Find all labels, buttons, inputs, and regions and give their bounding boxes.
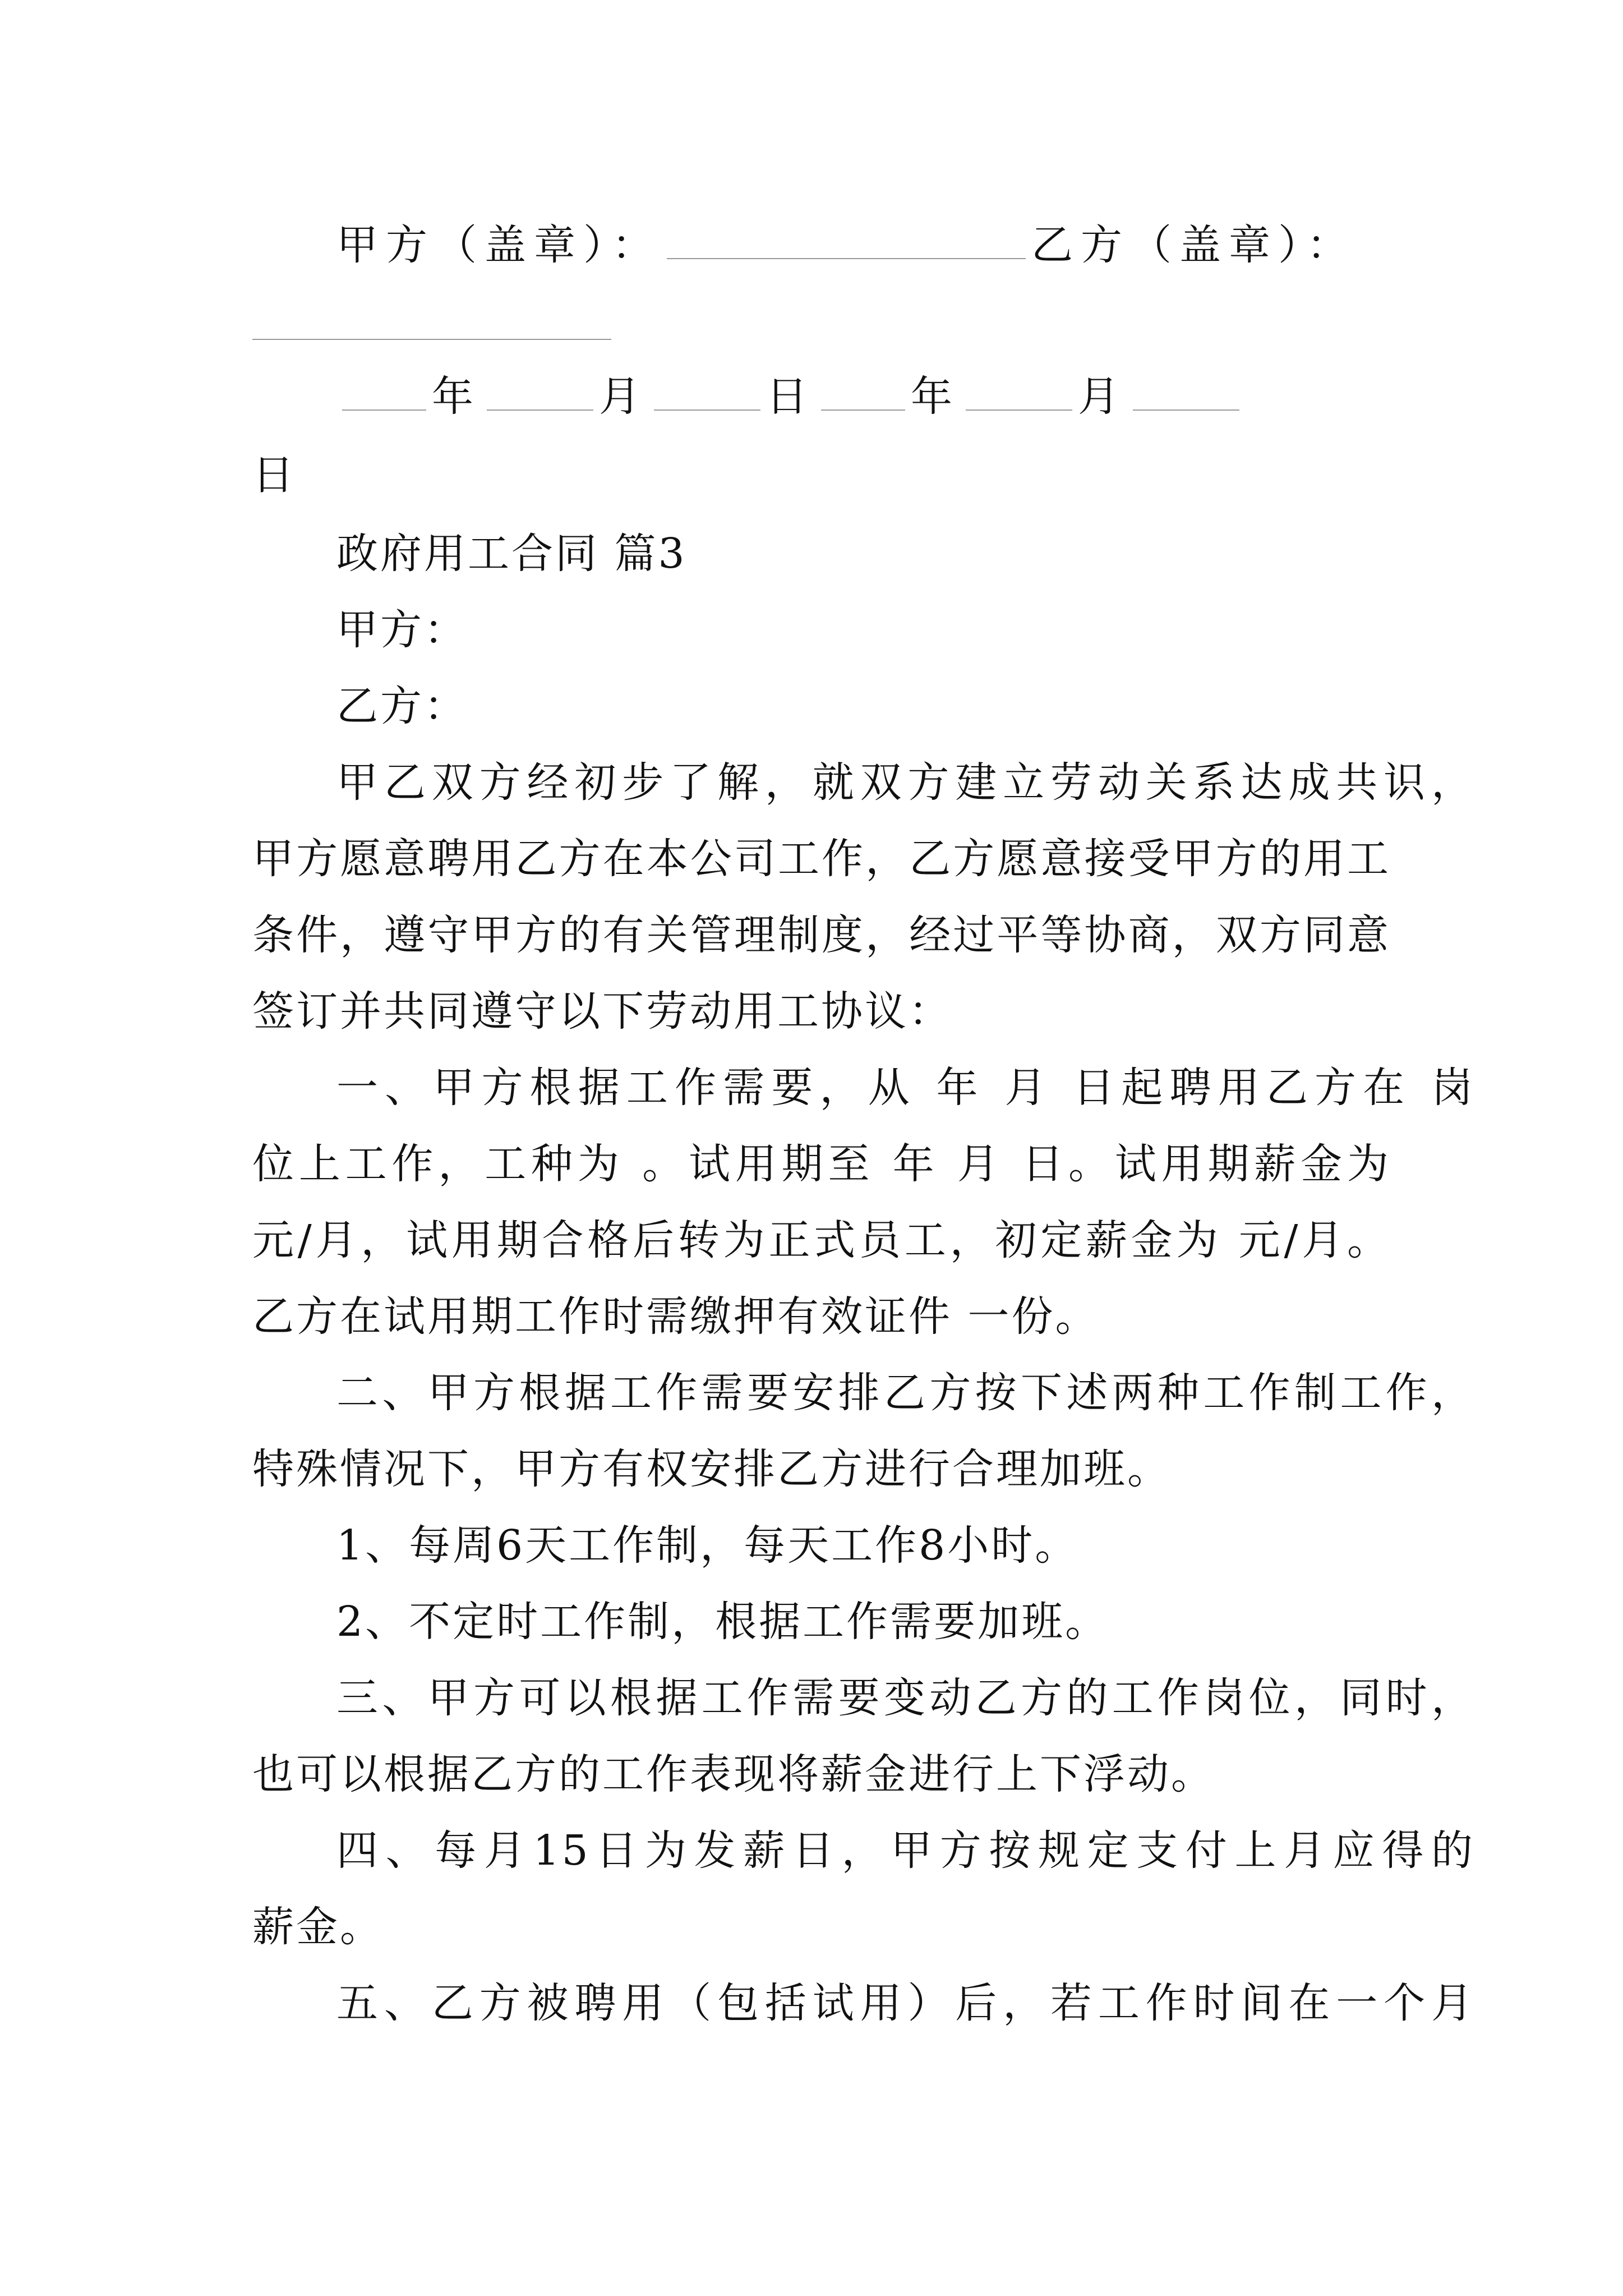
clause2-line-2: 特殊情况下，甲方有权安排乙方进行合理加班。 (252, 1445, 1171, 1493)
month-blank-b (966, 375, 1072, 411)
clause4-line-1: 四、每月15日为发薪日，甲方按规定支付上月应得的 (336, 1826, 1475, 1875)
month-blank-a (487, 375, 593, 411)
intro-line-2: 甲方愿意聘用乙方在本公司工作，乙方愿意接受甲方的用工 (252, 835, 1391, 883)
clause2-line-1: 二、甲方根据工作需要安排乙方按下述两种工作制工作， (336, 1369, 1475, 1417)
year-blank-b (821, 375, 905, 411)
month-label-b: 月 (1078, 372, 1127, 421)
clause1-line-4: 乙方在试用期工作时需缴押有效证件 一份。 (252, 1292, 1099, 1341)
day-label-a: 日 (766, 372, 815, 421)
year-label-a: 年 (432, 372, 481, 421)
clause5-line-1: 五、乙方被聘用（包括试用）后，若工作时间在一个月 (336, 1979, 1475, 2027)
month-label-a: 月 (599, 372, 648, 421)
clause1-line-2: 位上工作，工种为 。试用期至 年 月 日。试用期薪金为 (252, 1140, 1391, 1188)
signature-line (252, 220, 1391, 270)
day-blank-a (654, 375, 760, 411)
party-b-line: 乙方： (336, 682, 468, 730)
party-a-seal-label: 甲方（盖章）： (336, 221, 661, 269)
year-label-b: 年 (911, 372, 960, 421)
party-a-seal-blank (667, 223, 1026, 259)
intro-line-3: 条件，遵守甲方的有关管理制度，经过平等协商，双方同意 (252, 911, 1391, 959)
clause1-line-1: 一、甲方根据工作需要，从 年 月 日起聘用乙方在 岗 (336, 1064, 1475, 1112)
date-line-day-b: 日 (252, 451, 296, 499)
party-b-seal-blank (252, 339, 611, 340)
party-b-seal-label: 乙方（盖章）： (1031, 221, 1356, 269)
party-a-line: 甲方： (336, 606, 468, 654)
day-blank-b (1133, 375, 1239, 411)
item-2: 2、不定时工作制，根据工作需要加班。 (336, 1598, 1109, 1646)
intro-line-4: 签订并共同遵守以下劳动用工协议： (252, 987, 952, 1036)
clause3-line-1: 三、甲方可以根据工作需要变动乙方的工作岗位，同时， (336, 1674, 1475, 1722)
clause1-line-3: 元/月，试用期合格后转为正式员工，初定薪金为 元/月。 (252, 1216, 1391, 1264)
section-title: 政府用工合同 篇3 (336, 530, 687, 578)
clause4-line-2: 薪金。 (252, 1903, 384, 1951)
clause3-line-2: 也可以根据乙方的工作表现将薪金进行上下浮动。 (252, 1750, 1215, 1798)
intro-line-1: 甲乙双方经初步了解，就双方建立劳动关系达成共识， (336, 758, 1475, 807)
year-blank-a (342, 375, 426, 411)
item-1: 1、每周6天工作制，每天工作8小时。 (336, 1521, 1079, 1570)
date-line (252, 371, 1391, 422)
